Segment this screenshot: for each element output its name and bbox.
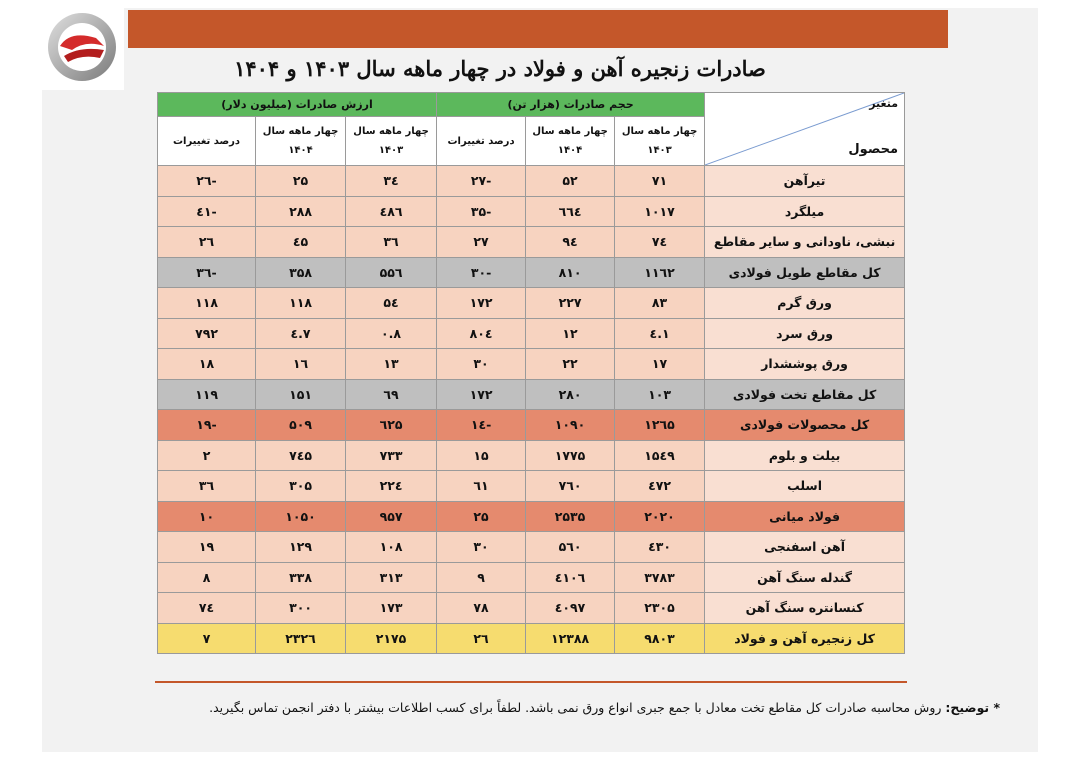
- volume-1403-header: چهار ماهه سال ۱۴۰۳: [615, 117, 705, 166]
- volume-group-header: حجم صادرات (هزار تن): [437, 93, 705, 117]
- volume-1403-cell: ۱۱٦۲: [615, 257, 705, 288]
- table-row: [158, 440, 905, 471]
- value-change-header: درصد تغییرات: [158, 117, 256, 166]
- table-row: [158, 166, 905, 197]
- value-1404-cell: ۱۲۹: [256, 532, 346, 563]
- volume-1403-cell: ۹۸۰۳: [615, 623, 705, 654]
- value-1403-cell: ۱۷۳: [346, 593, 437, 624]
- volume-change-cell: -۳۰: [437, 257, 526, 288]
- value-1404-cell: ۱۱۸: [256, 288, 346, 319]
- volume-1404-cell: ۲۸۰: [526, 379, 615, 410]
- volume-change-cell: ۱۷۲: [437, 288, 526, 319]
- volume-1404-cell: ٤۰۹۷: [526, 593, 615, 624]
- value-1404-cell: ۷.٤: [256, 318, 346, 349]
- table-row: [158, 257, 905, 288]
- value-1403-cell: ٦۲۵: [346, 410, 437, 441]
- volume-change-cell: ۹: [437, 562, 526, 593]
- value-change-cell: ۲: [158, 440, 256, 471]
- volume-1403-cell: ٤۷۲: [615, 471, 705, 502]
- table-row: [158, 471, 905, 502]
- product-name: کل مقاطع تخت فولادی: [705, 379, 905, 410]
- volume-1403-cell: ۱۵٤۹: [615, 440, 705, 471]
- table-row: [158, 532, 905, 563]
- value-1404-cell: ۳۳۸: [256, 562, 346, 593]
- footnote: [96, 700, 1000, 715]
- value-1403-cell: ۱۳: [346, 349, 437, 380]
- value-1403-cell: ۳٤: [346, 166, 437, 197]
- table-row: [158, 593, 905, 624]
- volume-1403-cell: ۱۲٦۵: [615, 410, 705, 441]
- volume-change-cell: -۲۷: [437, 166, 526, 197]
- table-row: [158, 349, 905, 380]
- volume-1404-cell: ۲۲۷: [526, 288, 615, 319]
- volume-1403-cell: ۳۷۸۳: [615, 562, 705, 593]
- value-1403-cell: ٦۹: [346, 379, 437, 410]
- product-name: کل محصولات فولادی: [705, 410, 905, 441]
- table-row: [158, 196, 905, 227]
- value-change-cell: ۸: [158, 562, 256, 593]
- volume-1404-cell: ۵۲: [526, 166, 615, 197]
- footer-divider: [155, 681, 907, 683]
- value-1404-header: چهار ماهه سال ۱۴۰۴: [256, 117, 346, 166]
- volume-change-cell: ۸۰٤: [437, 318, 526, 349]
- value-1403-cell: ۵۵٦: [346, 257, 437, 288]
- product-name: آهن اسفنجی: [705, 532, 905, 563]
- value-change-cell: ۷٤: [158, 593, 256, 624]
- product-name: ورق گرم: [705, 288, 905, 319]
- volume-1403-cell: ٤۳۰: [615, 532, 705, 563]
- variable-header: متغیر: [869, 97, 899, 110]
- volume-1404-cell: ۸۱۰: [526, 257, 615, 288]
- product-name: گندله سنگ آهن: [705, 562, 905, 593]
- table-row: [158, 318, 905, 349]
- value-1404-cell: ۳۰۵: [256, 471, 346, 502]
- product-header: محصول: [848, 142, 899, 157]
- volume-change-cell: ۷۸: [437, 593, 526, 624]
- volume-change-cell: ۳۰: [437, 349, 526, 380]
- value-1404-cell: ۷٤۵: [256, 440, 346, 471]
- table-row: [158, 227, 905, 258]
- volume-1403-cell: ۱۰۳: [615, 379, 705, 410]
- volume-1403-cell: ۷٤: [615, 227, 705, 258]
- value-change-cell: -٤۱: [158, 196, 256, 227]
- volume-1404-cell: ۱۲: [526, 318, 615, 349]
- value-1404-cell: ۳۰۰: [256, 593, 346, 624]
- product-name: ورق سرد: [705, 318, 905, 349]
- value-group-header: ارزش صادرات (میلیون دلار): [158, 93, 437, 117]
- volume-change-cell: ٦۱: [437, 471, 526, 502]
- volume-1404-cell: ۹٤: [526, 227, 615, 258]
- volume-1404-cell: ٦٦٤: [526, 196, 615, 227]
- volume-1403-cell: ۱.٤: [615, 318, 705, 349]
- product-name: تیرآهن: [705, 166, 905, 197]
- product-name: کل زنجیره آهن و فولاد: [705, 623, 905, 654]
- table-body: [158, 166, 905, 654]
- table-row: [158, 562, 905, 593]
- volume-1403-cell: ۱۰۱۷: [615, 196, 705, 227]
- value-change-cell: ۱۹: [158, 532, 256, 563]
- page-title: صادرات زنجیره آهن و فولاد در چهار ماهه سال ۱۴۰۳ و ۱۴۰۴: [234, 56, 766, 81]
- volume-1404-cell: ۱۷۷۵: [526, 440, 615, 471]
- value-1404-cell: ۲۳۲٦: [256, 623, 346, 654]
- volume-change-cell: ۲٦: [437, 623, 526, 654]
- volume-1404-cell: ۵٦۰: [526, 532, 615, 563]
- value-1404-cell: ۲۸۸: [256, 196, 346, 227]
- table-row: [158, 623, 905, 654]
- volume-1403-cell: ۲۰۲۰: [615, 501, 705, 532]
- value-1404-cell: ۱۵۱: [256, 379, 346, 410]
- value-1404-cell: ۲۵: [256, 166, 346, 197]
- volume-1404-cell: ۱۰۹۰: [526, 410, 615, 441]
- volume-1403-cell: ۲۳۰۵: [615, 593, 705, 624]
- footnote-prefix: * توضیح:: [945, 700, 1000, 715]
- table-row: [158, 288, 905, 319]
- value-1404-cell: ۵۰۹: [256, 410, 346, 441]
- volume-change-cell: ۱۷۲: [437, 379, 526, 410]
- value-change-cell: -۱۹: [158, 410, 256, 441]
- product-name: فولاد میانی: [705, 501, 905, 532]
- title-banner: [128, 10, 948, 48]
- product-name: بیلت و بلوم: [705, 440, 905, 471]
- value-1403-cell: ۵٤: [346, 288, 437, 319]
- volume-1404-cell: ۱۲۳۸۸: [526, 623, 615, 654]
- volume-1404-header: چهار ماهه سال ۱۴۰۴: [526, 117, 615, 166]
- volume-1404-cell: ۲۲: [526, 349, 615, 380]
- value-1403-cell: ۱۰۸: [346, 532, 437, 563]
- table-row: [158, 379, 905, 410]
- table-corner-header: [705, 93, 905, 166]
- product-name: میلگرد: [705, 196, 905, 227]
- value-1403-cell: ۳٦: [346, 227, 437, 258]
- table-row: [158, 501, 905, 532]
- value-change-cell: ۲٦: [158, 227, 256, 258]
- value-change-cell: ۱۱۹: [158, 379, 256, 410]
- value-change-cell: ۷: [158, 623, 256, 654]
- value-1403-cell: ۷۳۳: [346, 440, 437, 471]
- volume-change-cell: ۱۵: [437, 440, 526, 471]
- value-1404-cell: ٤۵: [256, 227, 346, 258]
- value-1403-cell: ۳۱۳: [346, 562, 437, 593]
- volume-change-header: درصد تغییرات: [437, 117, 526, 166]
- volume-change-cell: ۲۷: [437, 227, 526, 258]
- value-change-cell: ۱۱۸: [158, 288, 256, 319]
- product-name: اسلب: [705, 471, 905, 502]
- volume-1404-cell: ۲۵۳۵: [526, 501, 615, 532]
- volume-change-cell: ۲۵: [437, 501, 526, 532]
- value-1404-cell: ۱٦: [256, 349, 346, 380]
- volume-change-cell: -۳۵: [437, 196, 526, 227]
- product-name: کل مقاطع طویل فولادی: [705, 257, 905, 288]
- value-1403-cell: ۹۵۷: [346, 501, 437, 532]
- volume-1403-cell: ۸۳: [615, 288, 705, 319]
- value-1403-cell: ۲۱۷۵: [346, 623, 437, 654]
- value-1403-header: چهار ماهه سال ۱۴۰۳: [346, 117, 437, 166]
- exports-table: [157, 92, 905, 654]
- volume-1404-cell: ۷٦۰: [526, 471, 615, 502]
- value-change-cell: -۳٦: [158, 257, 256, 288]
- product-name: نبشی، ناودانی و سایر مقاطع: [705, 227, 905, 258]
- value-1403-cell: ۰.۸: [346, 318, 437, 349]
- footnote-text: روش محاسبه صادرات کل مقاطع تخت معادل با جمع جبری انواع ورق نمی باشد. لطفاً برای کسب اطلاعات بیشتر با دفتر انجمن تماس بگیرید.: [209, 700, 942, 715]
- volume-change-cell: -۱٤: [437, 410, 526, 441]
- volume-1403-cell: ۷۱: [615, 166, 705, 197]
- value-1404-cell: ۱۰۵۰: [256, 501, 346, 532]
- product-name: کنسانتره سنگ آهن: [705, 593, 905, 624]
- value-change-cell: ۷۹۲: [158, 318, 256, 349]
- volume-1403-cell: ۱۷: [615, 349, 705, 380]
- product-name: ورق پوششدار: [705, 349, 905, 380]
- volume-change-cell: ۳۰: [437, 532, 526, 563]
- value-change-cell: ۱۰: [158, 501, 256, 532]
- value-change-cell: -۲٦: [158, 166, 256, 197]
- value-1403-cell: ۲۲٤: [346, 471, 437, 502]
- table-row: [158, 410, 905, 441]
- volume-1404-cell: ٤۱۰٦: [526, 562, 615, 593]
- value-change-cell: ۳٦: [158, 471, 256, 502]
- association-logo-icon: [0, 0, 124, 90]
- value-1404-cell: ۳۵۸: [256, 257, 346, 288]
- value-change-cell: ۱۸: [158, 349, 256, 380]
- value-1403-cell: ٤۸٦: [346, 196, 437, 227]
